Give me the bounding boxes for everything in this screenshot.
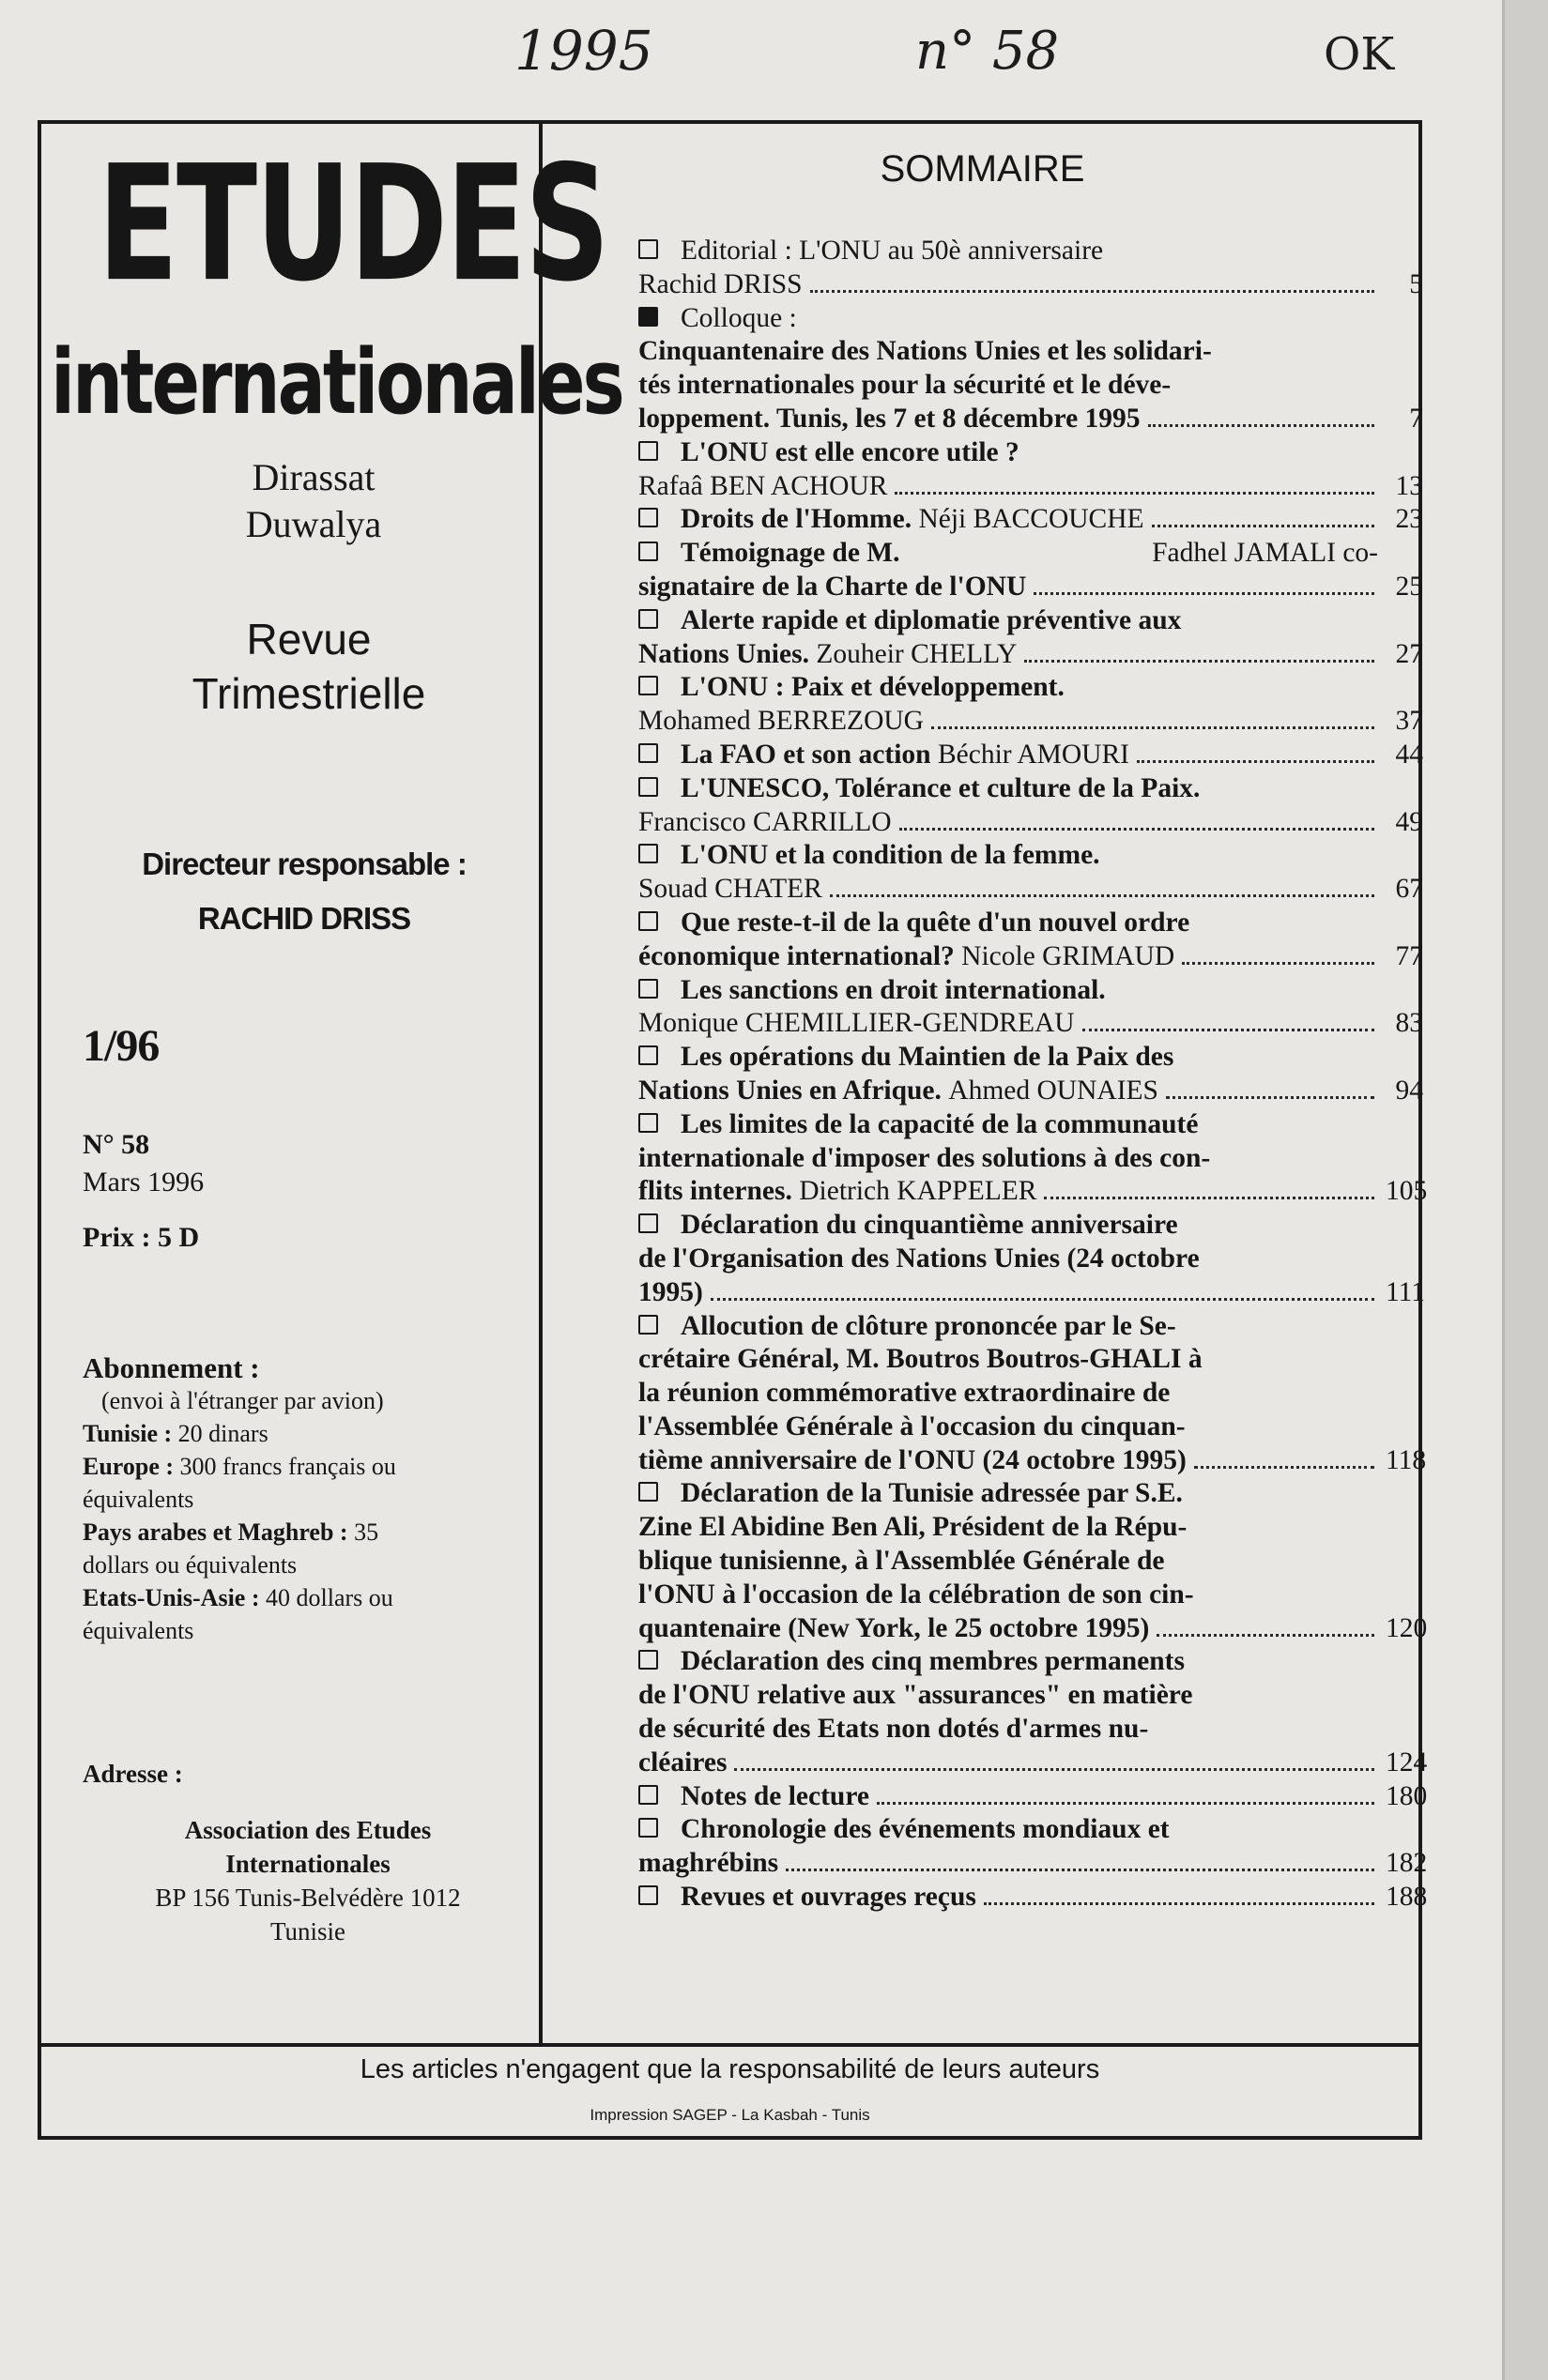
page-number: 120 bbox=[1386, 1612, 1428, 1643]
subscription-block bbox=[83, 1351, 533, 1647]
rate-arab-cont: dollars ou équivalents bbox=[83, 1551, 298, 1579]
issue-number: 1/96 bbox=[83, 1021, 160, 1071]
address-org-2: Internationales bbox=[225, 1850, 391, 1878]
director-block bbox=[79, 837, 529, 946]
masthead-column bbox=[41, 124, 622, 2043]
toc-entry[interactable]: Que reste-t-il de la quête d'un nouvel ordre économique international? Nicole GRIMAUD 77 bbox=[638, 907, 1418, 974]
periodicity bbox=[154, 612, 464, 721]
page-number: 37 bbox=[1395, 706, 1423, 737]
checkbox-icon bbox=[638, 911, 658, 931]
checkbox-icon bbox=[638, 542, 658, 561]
checkbox-icon bbox=[638, 239, 658, 259]
page-number: 111 bbox=[1386, 1276, 1426, 1307]
toc-entry[interactable]: Revues et ouvrages reçus 188 bbox=[638, 1881, 1418, 1915]
rate-tunisie: Tunisie : 20 dinars bbox=[83, 1420, 268, 1447]
checkbox-icon bbox=[638, 508, 658, 527]
toc-entry[interactable]: L'ONU : Paix et développement. Mohamed BERREZOUG 37 bbox=[638, 671, 1418, 739]
page-number: 67 bbox=[1395, 874, 1423, 905]
toc-entry[interactable]: L'ONU et la condition de la femme. Souad CHATER 67 bbox=[638, 839, 1418, 907]
page-number: 27 bbox=[1395, 638, 1423, 669]
page-edge bbox=[1502, 0, 1548, 2380]
subscription-heading: Abonnement : bbox=[83, 1351, 260, 1384]
checkbox-icon bbox=[638, 844, 658, 863]
page-number: 188 bbox=[1386, 1882, 1428, 1913]
toc-entry[interactable]: Chronologie des événements mondiaux et maghrébins 182 bbox=[638, 1813, 1418, 1881]
checkbox-icon bbox=[638, 1885, 658, 1905]
rate-usa-cont: équivalents bbox=[83, 1617, 194, 1644]
disclaimer: Les articles n'engagent que la responsabilité de leurs auteurs bbox=[360, 2054, 1100, 2084]
toc-entry[interactable]: Les sanctions en droit international. Monique CHEMILLIER-GENDREAU 83 bbox=[638, 974, 1418, 1042]
toc-entry[interactable]: L'UNESCO, Tolérance et culture de la Paix. Francisco CARRILLO 49 bbox=[638, 772, 1418, 840]
page-number: 77 bbox=[1395, 940, 1423, 971]
footer-divider bbox=[41, 2043, 1418, 2047]
checkbox-icon bbox=[638, 1482, 658, 1502]
periodicity-line2: Trimestrielle bbox=[192, 669, 426, 718]
toc-entry[interactable]: Allocution de clôture prononcée par le Se- crétaire Général, M. Boutros Boutros-GHALI à la réunion commémorative extraordinaire de l'Assemblée Générale à l'occasion du cinquan- tième anniversaire de l'ONU (24 octobre 1995) 118 bbox=[638, 1310, 1418, 1478]
arabic-title-line2: Duwalya bbox=[245, 503, 382, 545]
address-street: BP 156 Tunis-Belvédère 1012 bbox=[155, 1884, 461, 1912]
checkbox-icon bbox=[638, 1315, 658, 1335]
checkbox-icon bbox=[638, 777, 658, 797]
page-number: 44 bbox=[1395, 739, 1423, 770]
page-number: 25 bbox=[1395, 571, 1423, 602]
toc-entry[interactable]: Alerte rapide et diplomatie préventive aux Nations Unies. Zouheir CHELLY 27 bbox=[638, 604, 1418, 672]
arabic-title-line1: Dirassat bbox=[252, 456, 376, 498]
sommaire-title: SOMMAIRE bbox=[880, 148, 1085, 190]
checkbox-icon bbox=[638, 979, 658, 999]
journal-title-subline: internationales bbox=[51, 329, 622, 435]
rate-arab: Pays arabes et Maghreb : 35 bbox=[83, 1518, 379, 1546]
toc-entry[interactable]: Les limites de la capacité de la communauté internationale d'imposer des solutions à des con- flits internes. Dietrich KAPPELER 105 bbox=[638, 1108, 1418, 1209]
address-heading: Adresse : bbox=[83, 1760, 183, 1788]
rate-europe-cont: équivalents bbox=[83, 1486, 194, 1513]
toc-entry[interactable]: Témoignage de M. Fadhel JAMALI co- signataire de la Charte de l'ONU 25 bbox=[638, 537, 1418, 604]
page-number: 180 bbox=[1386, 1780, 1428, 1811]
contents-column bbox=[543, 124, 1428, 2043]
cover-frame bbox=[38, 120, 1428, 2140]
handwritten-year: 1995 bbox=[514, 19, 653, 83]
checkbox-icon bbox=[638, 1650, 658, 1670]
rate-europe: Europe : 300 francs français ou bbox=[83, 1453, 396, 1480]
toc-entry[interactable]: Notes de lecture 180 bbox=[638, 1780, 1418, 1814]
checkbox-icon bbox=[638, 743, 658, 763]
subscription-note: (envoi à l'étranger par avion) bbox=[101, 1387, 384, 1414]
page-number: 49 bbox=[1395, 806, 1423, 837]
toc-entry[interactable]: Déclaration de la Tunisie adressée par S.E. Zine El Abidine Ben Ali, Président de la Répu- blique tunisienne, à l'Assemblée Générale de l'ONU à l'occasion de la célébration de son cin- quantenaire (New York, le 25 octobre 1995) 120 bbox=[638, 1477, 1418, 1645]
page-number: 5 bbox=[1409, 268, 1423, 299]
checkbox-icon bbox=[638, 676, 658, 695]
address-country: Tunisie bbox=[269, 1917, 346, 1945]
handwritten-number: n° 58 bbox=[915, 21, 1060, 82]
checkbox-icon bbox=[638, 1213, 658, 1233]
page-number: 94 bbox=[1395, 1075, 1423, 1106]
handwritten-mark: OK bbox=[1324, 28, 1395, 81]
checkbox-icon bbox=[638, 1818, 658, 1838]
toc-entry[interactable]: Colloque : Cinquantenaire des Nations Unies et les solidari- tés internationales pour la sécurité et le déve- loppement. Tunis, les 7 et 8 décembre 1995 7 bbox=[638, 302, 1418, 436]
checkbox-icon bbox=[638, 1113, 658, 1133]
table-of-contents bbox=[638, 235, 1428, 1915]
issue-price: Prix : 5 D bbox=[83, 1222, 200, 1253]
page-number: 7 bbox=[1409, 403, 1423, 434]
page-number: 23 bbox=[1395, 504, 1423, 535]
page-number: 13 bbox=[1395, 470, 1423, 501]
address-org-1: Association des Etudes bbox=[184, 1816, 432, 1844]
checkbox-icon bbox=[638, 1045, 658, 1065]
page-number: 105 bbox=[1386, 1176, 1428, 1207]
page-number: 124 bbox=[1386, 1747, 1428, 1777]
toc-entry[interactable]: Les opérations du Maintien de la Paix des Nations Unies en Afrique. Ahmed OUNAIES 94 bbox=[638, 1041, 1418, 1108]
director-label: Directeur responsable : bbox=[142, 847, 467, 881]
director-name: RACHID DRISS bbox=[197, 901, 411, 936]
filled-square-icon bbox=[638, 307, 658, 327]
address-block bbox=[83, 1757, 533, 1948]
rate-usa: Etats-Unis-Asie : 40 dollars ou bbox=[83, 1584, 393, 1611]
toc-entry[interactable]: Droits de l'Homme. Néji BACCOUCHE 23 bbox=[638, 503, 1418, 537]
toc-entry[interactable]: La FAO et son action Béchir AMOURI 44 bbox=[638, 739, 1418, 772]
periodicity-line1: Revue bbox=[246, 615, 372, 664]
checkbox-icon bbox=[638, 1785, 658, 1805]
toc-entry[interactable]: Déclaration des cinq membres permanents de l'ONU relative aux "assurances" en matière de sécurité des Etats non dotés d'armes nu- cléaires 124 bbox=[638, 1645, 1418, 1779]
journal-title: ETUDES bbox=[98, 130, 608, 317]
checkbox-icon bbox=[638, 441, 658, 461]
issue-no: N° 58 bbox=[83, 1129, 150, 1160]
arabic-title bbox=[173, 454, 454, 548]
toc-entry[interactable]: Editorial : L'ONU au 50è anniversaire Rachid DRISS 5 bbox=[638, 235, 1418, 302]
issue-meta bbox=[83, 1126, 204, 1201]
checkbox-icon bbox=[638, 609, 658, 629]
issue-date: Mars 1996 bbox=[83, 1167, 205, 1198]
page-number: 118 bbox=[1386, 1444, 1427, 1475]
toc-entry[interactable]: L'ONU est elle encore utile ? Rafaâ BEN ACHOUR 13 bbox=[638, 436, 1418, 504]
page-number: 83 bbox=[1395, 1008, 1423, 1039]
page-number: 182 bbox=[1386, 1848, 1428, 1879]
toc-entry[interactable]: Déclaration du cinquantième anniversaire de l'Organisation des Nations Unies (24 octobre 1995) 111 bbox=[638, 1209, 1418, 1309]
printer-credit: Impression SAGEP - La Kasbah - Tunis bbox=[590, 2106, 870, 2124]
